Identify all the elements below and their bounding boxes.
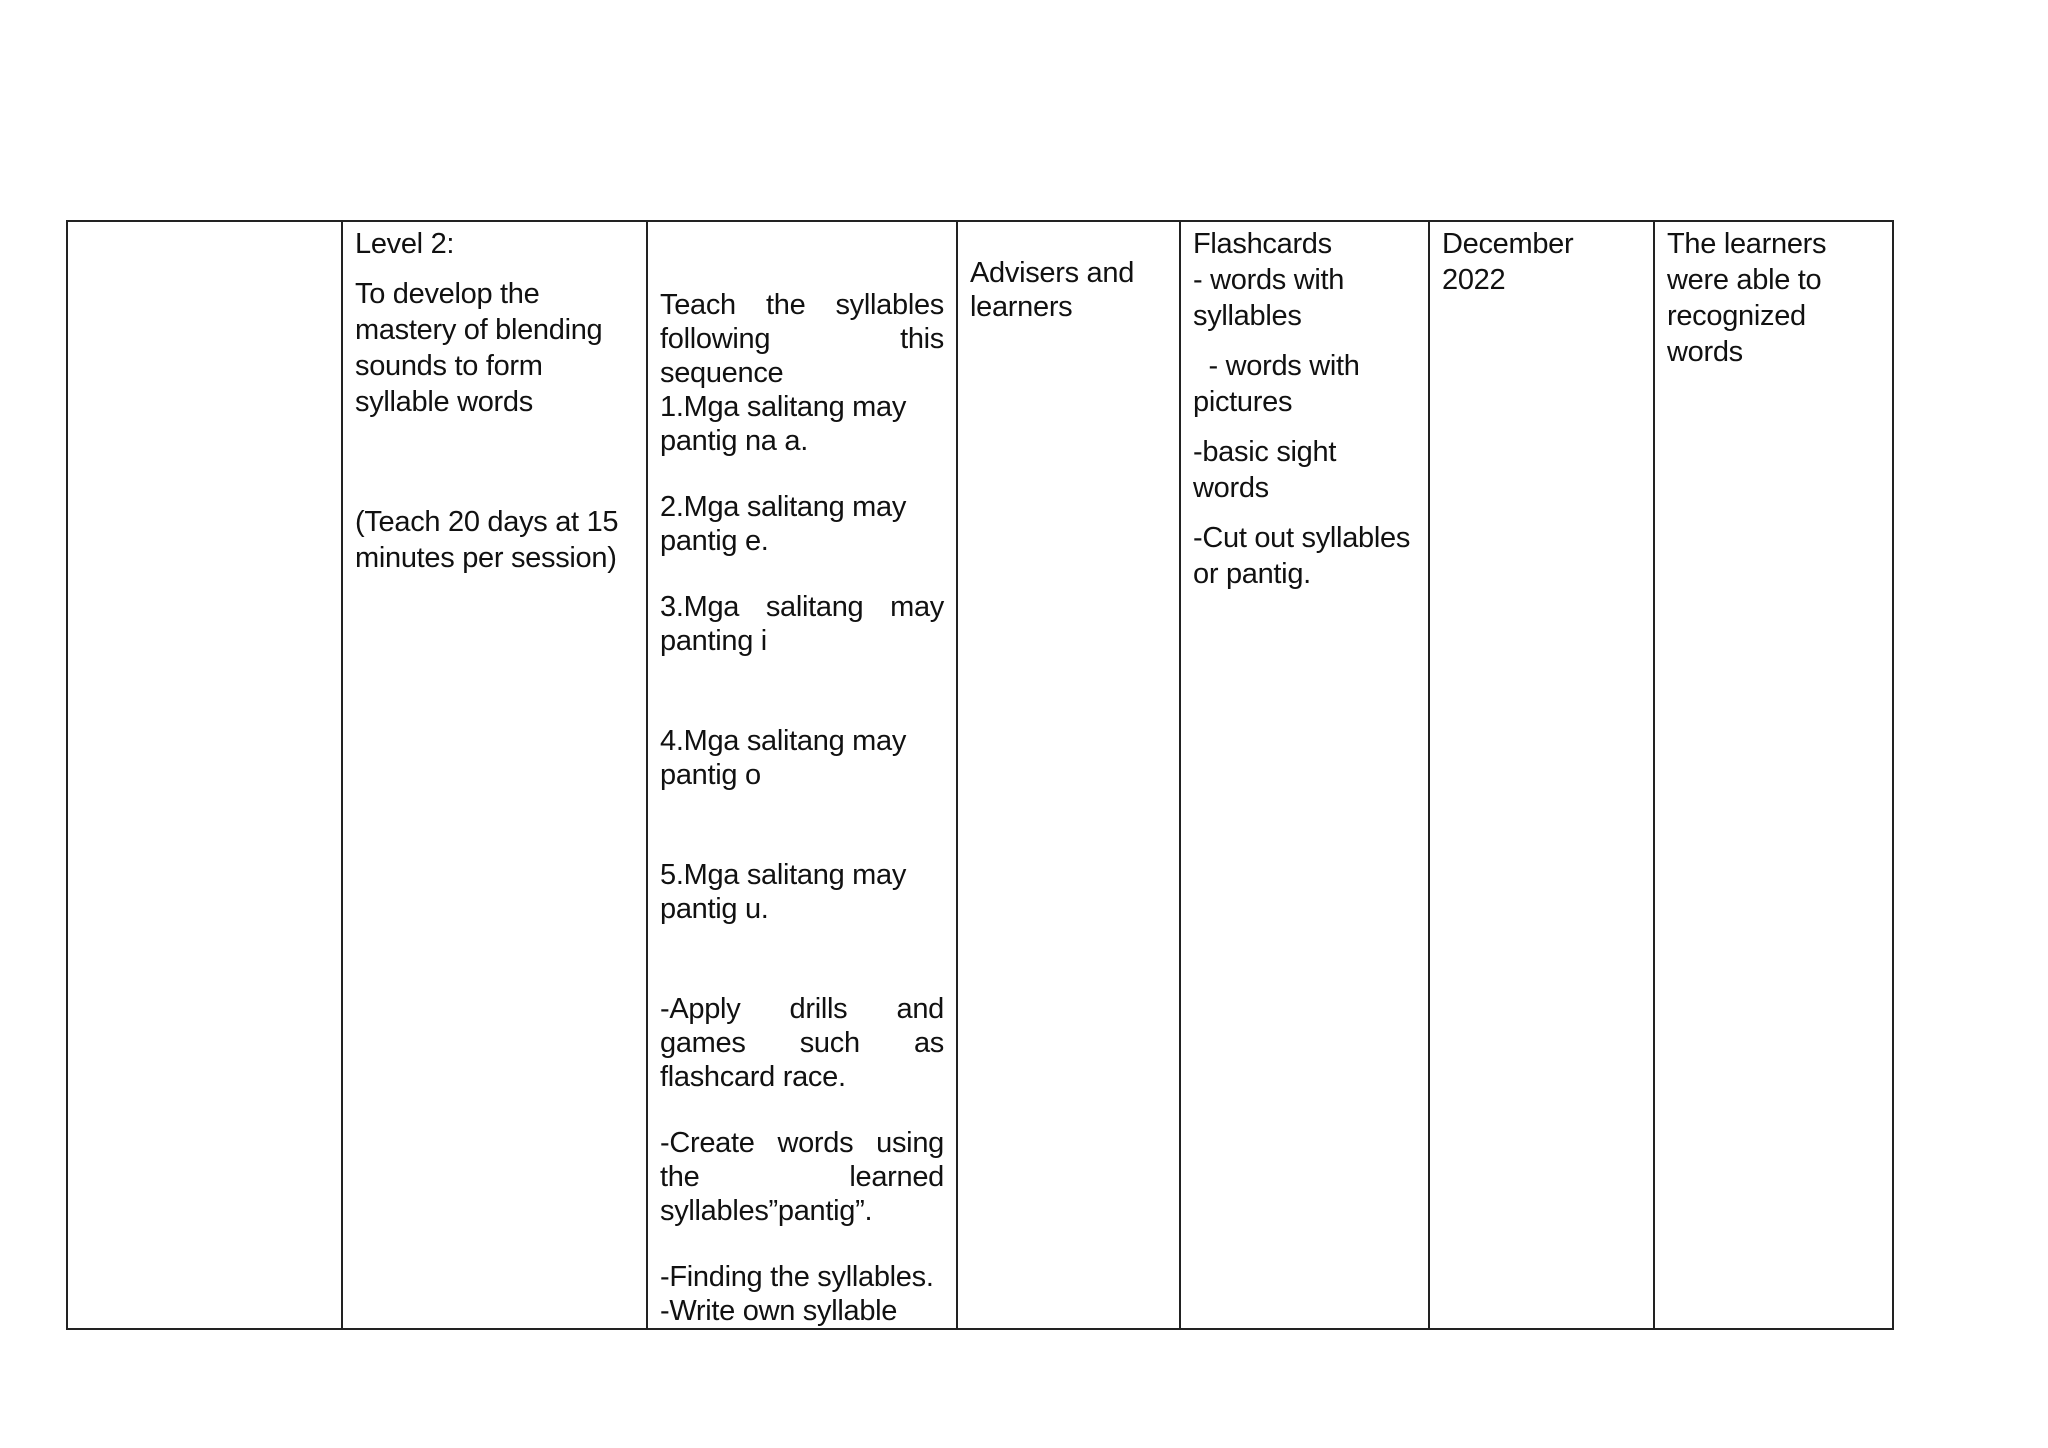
timeline-text: December 2022 — [1442, 228, 1574, 296]
persons-involved-text: Advisers and learners — [970, 257, 1135, 323]
level-label: Level 2: — [355, 228, 455, 260]
persons-involved-cell — [957, 221, 1180, 1329]
materials-item-3: -basic sight words — [1193, 436, 1337, 504]
materials-item-1: - words with syllables — [1193, 264, 1345, 332]
activity-write: -Write own syllable — [660, 1295, 898, 1327]
objective-cell — [342, 221, 647, 1329]
empty-cell — [67, 221, 342, 1329]
result-text: The learners were able to recognized words — [1667, 228, 1827, 368]
activity-step-4: 4.Mga salitang may pantig o — [660, 725, 907, 791]
activity-step-2: 2.Mga salitang may pantig e. — [660, 491, 907, 557]
activities-cell — [647, 221, 957, 1329]
activity-finding: -Finding the syllables. — [660, 1261, 934, 1293]
activity-create: -Create words using the learned syllables”pantig”. — [660, 1127, 944, 1227]
activity-step-1: 1.Mga salitang may pantig na a. — [660, 391, 907, 457]
activities-intro: Teach the syllables following this sequence — [660, 289, 944, 389]
materials-title: Flashcards — [1193, 228, 1332, 260]
result-cell — [1654, 221, 1893, 1329]
activity-drills: -Apply drills and games such as flashcard race. — [660, 993, 944, 1093]
objective-schedule: (Teach 20 days at 15 minutes per session) — [355, 506, 619, 574]
activity-step-5: 5.Mga salitang may pantig u. — [660, 859, 907, 925]
materials-cell — [1180, 221, 1429, 1329]
materials-item-4: -Cut out syllables or pantig. — [1193, 522, 1411, 590]
empty-cell-text — [68, 222, 341, 226]
intervention-plan-table — [66, 220, 1894, 1330]
objective-goal: To develop the mastery of blending sounds to form syllable words — [355, 278, 603, 418]
timeline-cell — [1429, 221, 1654, 1329]
table-row — [67, 221, 1893, 1329]
activity-step-3: 3.Mga salitang may panting i — [660, 591, 944, 657]
materials-item-2: - words with pictures — [1193, 350, 1368, 418]
